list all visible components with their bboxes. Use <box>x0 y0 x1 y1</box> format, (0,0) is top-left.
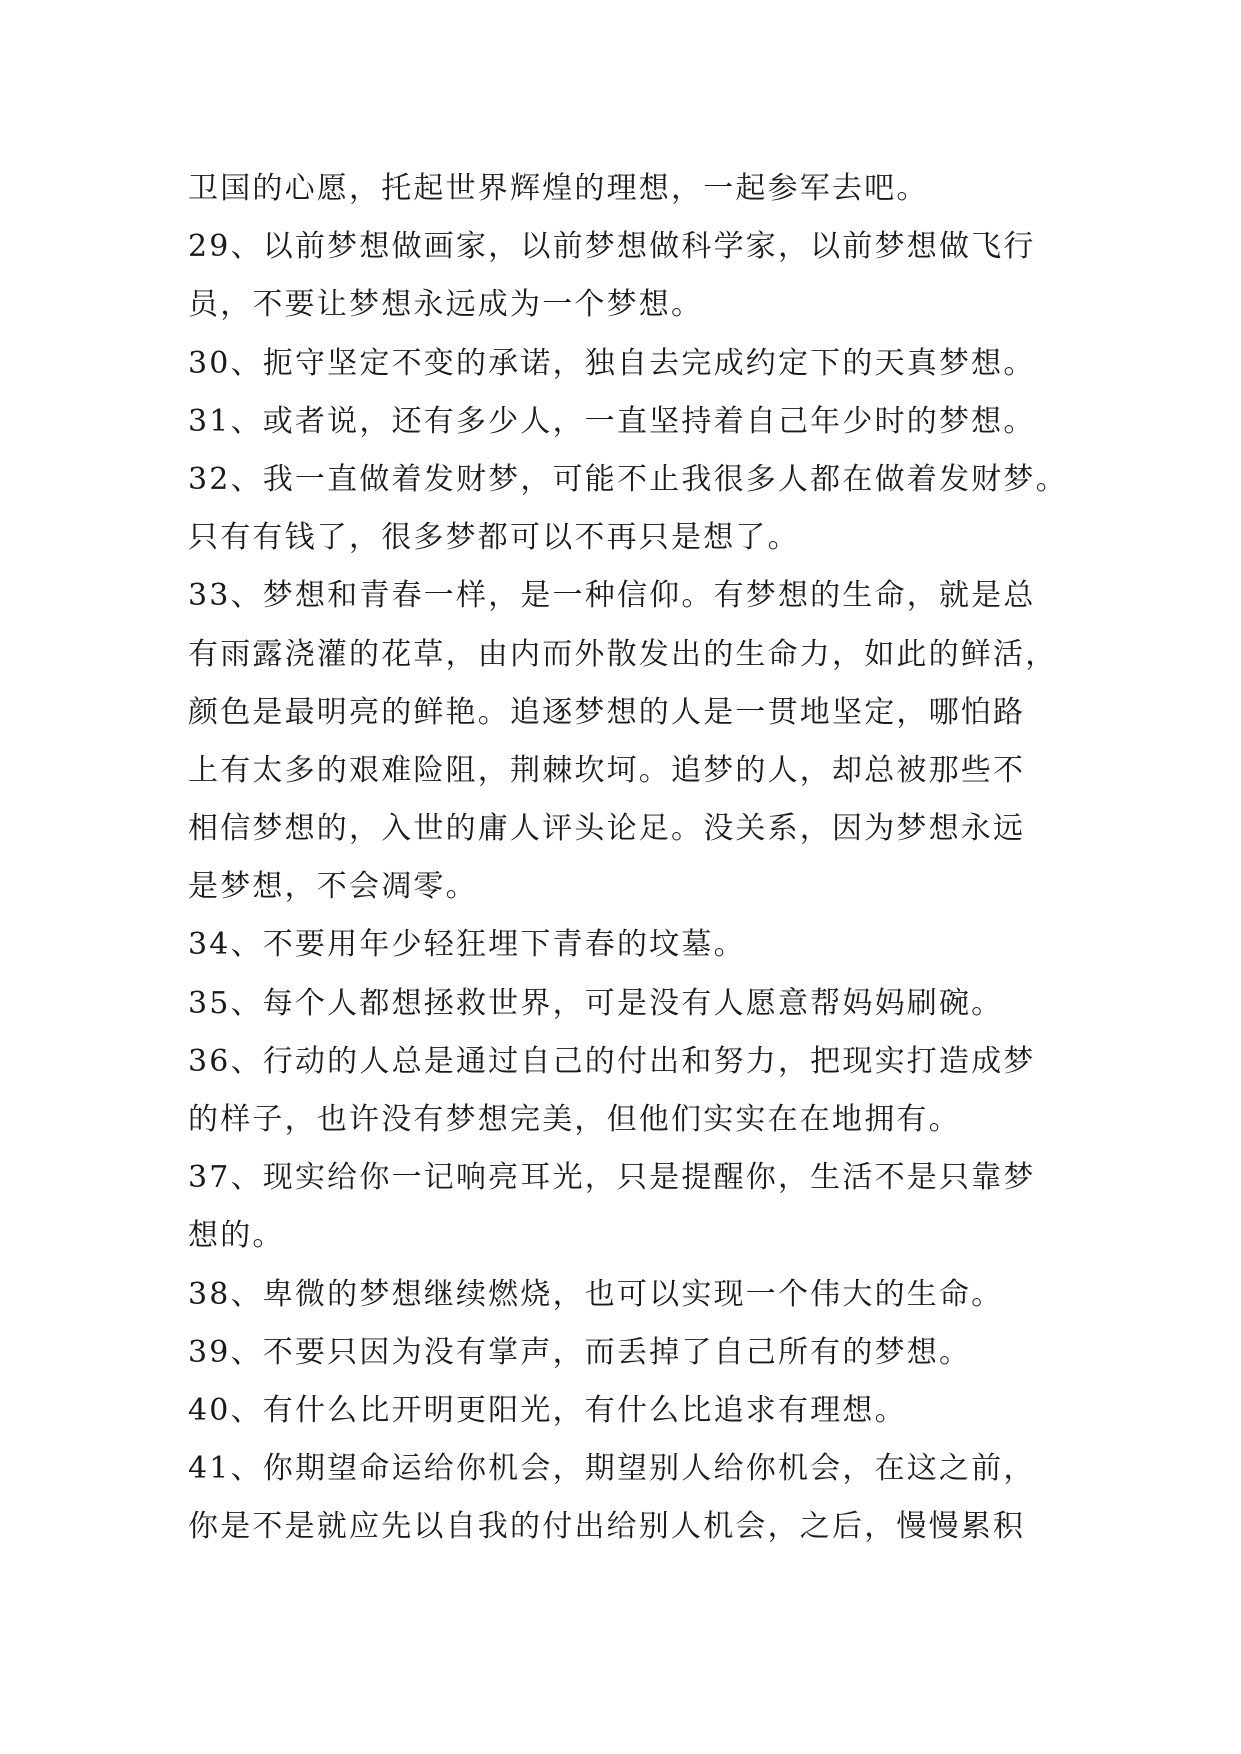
text-line: 的样子，也许没有梦想完美，但他们实实在在地拥有。 <box>188 1102 961 1137</box>
text-line: 29、以前梦想做画家，以前梦想做科学家，以前梦想做飞行 <box>188 229 1036 265</box>
text-line: 41、你期望命运给你机会，期望别人给你机会，在这之前， <box>188 1451 1036 1487</box>
text-line: 34、不要用年少轻狂埋下青春的坟墓。 <box>188 927 746 963</box>
text-line: 37、现实给你一记响亮耳光，只是提醒你，生活不是只靠梦 <box>188 1160 1036 1196</box>
text-line: 是梦想，不会凋零。 <box>188 869 478 905</box>
text-line: 36、行动的人总是通过自己的付出和努力，把现实打造成梦 <box>188 1043 1036 1079</box>
text-line: 31、或者说，还有多少人，一直坚持着自己年少时的梦想。 <box>188 403 1036 439</box>
text-line: 30、扼守坚定不变的承诺，独自去完成约定下的天真梦想。 <box>188 345 1036 381</box>
document-body <box>188 160 1068 1557</box>
text-line: 40、有什么比开明更阳光，有什么比追求有理想。 <box>188 1392 907 1428</box>
text-line: 只有有钱了，很多梦都可以不再只是想了。 <box>188 520 800 556</box>
text-line: 35、每个人都想拯救世界，可是没有人愿意帮妈妈刷碗。 <box>188 985 1004 1021</box>
text-line: 想的。 <box>188 1218 285 1254</box>
text-line: 33、梦想和青春一样，是一种信仰。有梦想的生命，就是总 <box>188 578 1036 614</box>
text-line: 上有太多的艰难险阻，荆棘坎坷。追梦的人，却总被那些不 <box>188 752 1026 788</box>
text-line: 38、卑微的梦想继续燃烧，也可以实现一个伟大的生命。 <box>188 1276 1004 1312</box>
text-line: 相信梦想的，入世的庸人评头论足。没关系，因为梦想永远 <box>188 811 1026 847</box>
text-line: 有雨露浇灌的花草，由内而外散发出的生命力，如此的鲜活， <box>188 636 1058 672</box>
text-line: 32、我一直做着发财梦，可能不止我很多人都在做着发财梦。 <box>188 461 1068 497</box>
text-line: 你是不是就应先以自我的付出给别人机会，之后，慢慢累积 <box>188 1509 1026 1545</box>
text-line: 卫国的心愿，托起世界辉煌的理想，一起参军去吧。 <box>188 171 929 206</box>
text-line: 员，不要让梦想永远成为一个梦想。 <box>188 287 704 323</box>
text-line: 颜色是最明亮的鲜艳。追逐梦想的人是一贯地坚定，哪怕路 <box>188 694 1026 730</box>
text-line: 39、不要只因为没有掌声，而丢掉了自己所有的梦想。 <box>188 1334 972 1370</box>
